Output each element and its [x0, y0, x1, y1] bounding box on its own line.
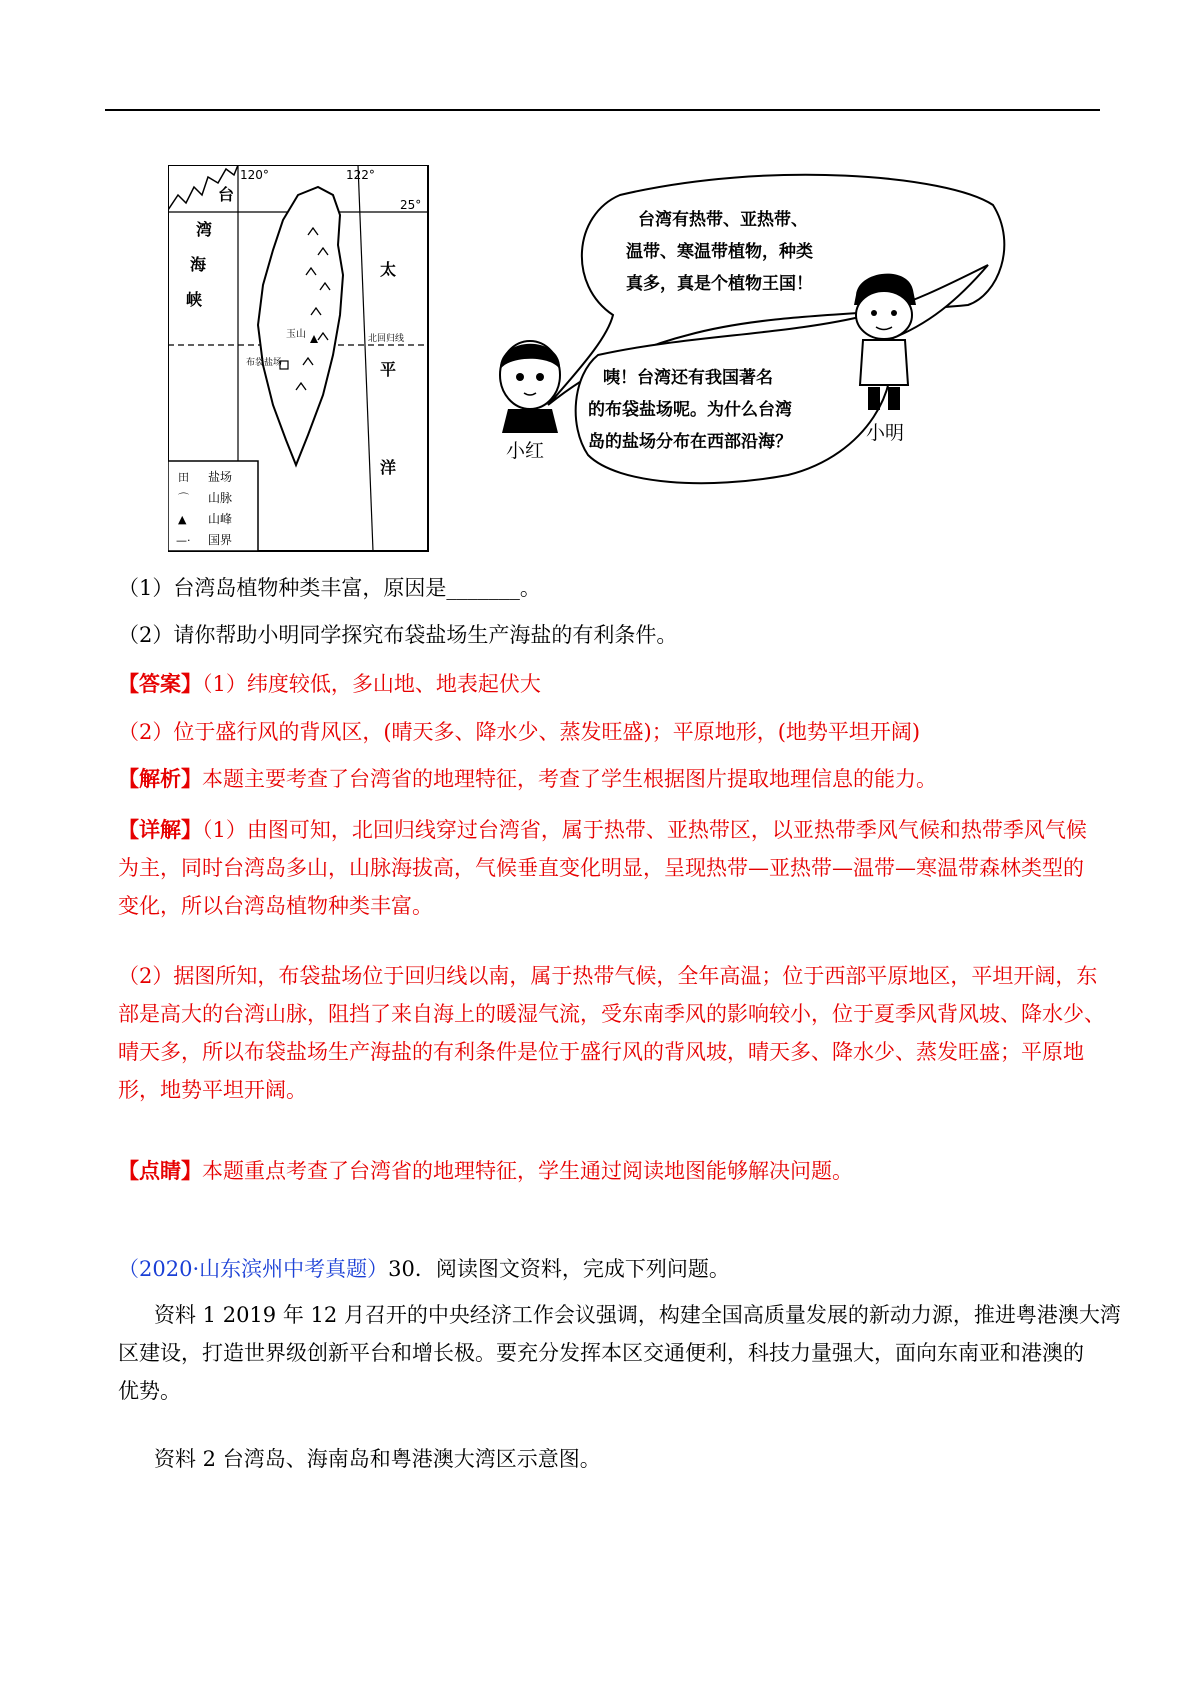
lon-label-120: 120°: [240, 168, 269, 182]
bubble2-line-1: 咦！台湾还有我国著名: [603, 368, 773, 388]
dianjing-text: 本题重点考查了台湾省的地理特征，学生通过阅读地图能够解决问题。: [202, 1159, 853, 1183]
question-30-text: 30．阅读图文资料，完成下列问题。: [388, 1257, 730, 1281]
map-label-tai2: 太: [380, 260, 397, 279]
legend-label-4: 国界: [208, 533, 233, 547]
analysis-tag: 【解析】: [118, 766, 202, 791]
material-1-row-2: 区建设，打造世界级创新平台和增长极。要充分发挥本区交通便利，科技力量强大，面向东南亚和港澳的: [118, 1341, 1084, 1365]
bubble2-line-3: 岛的盐场分布在西部沿海？: [588, 432, 792, 452]
analysis-line: [118, 763, 937, 795]
map-legend: [168, 461, 258, 551]
map-label-yushan: 玉山: [286, 329, 306, 340]
figure-svg: [168, 165, 1168, 553]
detail-p2-row-1: （2）据图所知，布袋盐场位于回归线以南，属于热带气候，全年高温；位于西部平原地区，平坦开阔，东: [118, 964, 1098, 988]
girl-name: 小红: [506, 440, 545, 462]
detail-tag: 【详解】: [118, 817, 202, 842]
material-1: [118, 1296, 1121, 1410]
detail-p1-row-2: 为主，同时台湾岛多山，山脉海拔高，气候垂直变化明显，呈现热带—亚热带—温带—寒温带森林类型的: [118, 856, 1084, 880]
bubble1-line-1: 台湾有热带、亚热带、: [638, 210, 808, 230]
bubble1-line-3: 真多，真是个植物王国！: [626, 274, 813, 294]
material-1-row-3: 优势。: [118, 1379, 181, 1403]
question-1: （1）台湾岛植物种类丰富，原因是_______。: [118, 576, 541, 600]
map-label-hai: 海: [190, 255, 207, 274]
bubble2-line-2: 的布袋盐场呢。为什么台湾: [588, 400, 792, 420]
material-1-row-1: 资料 1 2019 年 12 月召开的中央经济工作会议强调，构建全国高质量发展的新动力源，推进粤港澳大湾: [154, 1303, 1121, 1327]
question-2: （2）请你帮助小明同学探究布袋盐场生产海盐的有利条件。: [118, 623, 678, 647]
material-2: 资料 2 台湾岛、海南岛和粤港澳大湾区示意图。: [154, 1447, 601, 1471]
question-30: [118, 1253, 730, 1285]
answer-line-2: （2）位于盛行风的背风区，(晴天多、降水少、蒸发旺盛)；平原地形，(地势平坦开阔): [118, 720, 921, 744]
answer-tag: 【答案】: [118, 671, 202, 696]
detail-paragraph-2: [118, 957, 1105, 1109]
dianjing-tag: 【点睛】: [118, 1158, 202, 1183]
question-30-source: （2020·山东滨州中考真题）: [118, 1257, 389, 1281]
lat-label-25: 25°: [400, 198, 422, 212]
answer-text-1: （1）纬度较低，多山地、地表起伏大: [202, 672, 541, 696]
bubble1-line-2: 温带、寒温带植物，种类: [626, 242, 813, 262]
boy-name: 小明: [866, 422, 905, 444]
taiwan-map: [168, 165, 428, 551]
legend-icon-1: 田: [178, 471, 189, 484]
map-label-tropic: 北回归线: [368, 334, 405, 344]
legend-icon-4: —·: [176, 534, 191, 547]
map-label-budai: 布袋盐场: [246, 358, 283, 368]
legend-icon-3: ▲: [178, 513, 187, 526]
detail-paragraph-1: [118, 811, 1096, 925]
map-label-wan: 湾: [196, 220, 213, 239]
legend-label-2: 山脉: [208, 491, 233, 505]
analysis-text: 本题主要考查了台湾省的地理特征，考查了学生根据图片提取地理信息的能力。: [202, 767, 937, 791]
detail-p2-row-3: 晴天多，所以布袋盐场生产海盐的有利条件是位于盛行风的背风坡，晴天多、降水少、蒸发旺盛；平原地: [118, 1040, 1084, 1064]
answer-line-1: [118, 668, 541, 700]
map-label-ping: 平: [380, 360, 397, 379]
header-rule: [105, 109, 1100, 111]
map-label-xia: 峡: [186, 290, 203, 309]
legend-label-3: 山峰: [208, 512, 233, 526]
detail-p1-row-3: 变化，所以台湾岛植物种类丰富。: [118, 894, 433, 918]
map-label-tai: 台: [218, 185, 235, 204]
legend-label-1: 盐场: [208, 470, 233, 484]
lon-label-122: 122°: [346, 168, 375, 182]
map-label-yang: 洋: [380, 458, 397, 477]
cartoon: [500, 175, 1004, 483]
legend-icon-2: ⌒: [178, 492, 189, 505]
dianjing-line: [118, 1155, 853, 1187]
detail-p2-row-4: 形，地势平坦开阔。: [118, 1078, 307, 1102]
figure: [168, 165, 1168, 553]
detail-p2-row-2: 部是高大的台湾山脉，阻挡了来自海上的暖湿气流，受东南季风的影响较小，位于夏季风背风坡、降水少、: [118, 1002, 1105, 1026]
detail-p1-row-1: [118, 811, 1096, 849]
detail-p1-text-1: （1）由图可知，北回归线穿过台湾省，属于热带、亚热带区，以亚热带季风气候和热带季风气候: [202, 818, 1087, 842]
